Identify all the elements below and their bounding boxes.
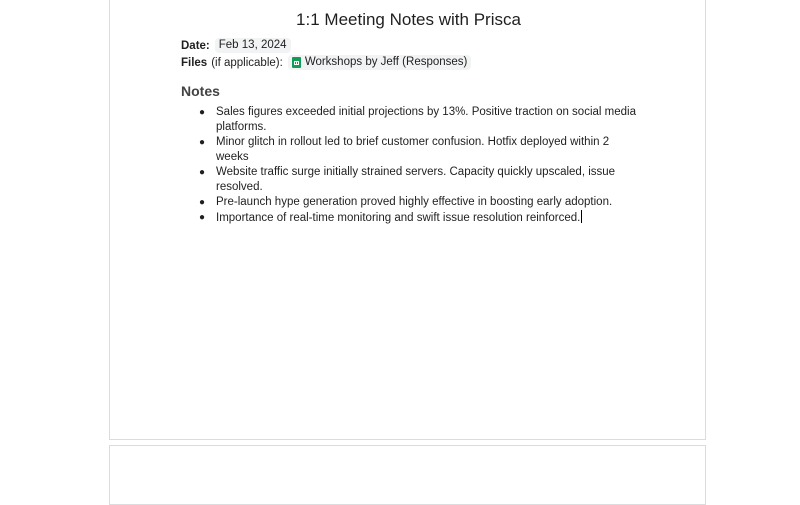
files-note: (if applicable): [211,56,283,69]
note-text: Importance of real-time monitoring and swift issue resolution reinforced. [216,212,581,224]
note-text: Sales figures exceeded initial projections by 13%. Positive traction on social media platforms. [216,106,636,133]
note-text: Website traffic surge initially strained servers. Capacity quickly upscaled, issue resolved. [216,166,616,193]
file-chip-label: Workshops by Jeff (Responses) [304,56,468,68]
list-item[interactable] [181,135,641,165]
next-document-page[interactable] [109,445,706,505]
notes-heading[interactable]: Notes [181,83,220,99]
bullet-icon: ● [199,137,206,148]
note-text: Minor glitch in rollout led to brief customer confusion. Hotfix deployed within 2 weeks [216,136,610,163]
date-row [181,38,291,53]
file-smart-chip[interactable] [288,55,472,70]
bullet-icon: ● [199,197,206,208]
text-cursor [581,210,582,223]
list-item[interactable] [181,210,641,226]
note-text: Pre-launch hype generation proved highly effective in boosting early adoption. [216,196,613,208]
notes-list [181,105,641,226]
document-page[interactable] [109,0,706,440]
files-row [181,55,471,70]
bullet-icon: ● [199,107,206,118]
document-title[interactable]: 1:1 Meeting Notes with Prisca [296,10,521,29]
google-sheets-icon [292,57,301,68]
list-item[interactable] [181,165,641,195]
list-item[interactable] [181,105,641,135]
bullet-icon: ● [199,212,206,223]
list-item[interactable] [181,195,641,210]
date-value: Feb 13, 2024 [218,39,287,51]
date-label: Date: [181,39,210,52]
bullet-icon: ● [199,167,206,178]
files-label: Files [181,56,208,69]
date-chip[interactable] [215,38,291,53]
